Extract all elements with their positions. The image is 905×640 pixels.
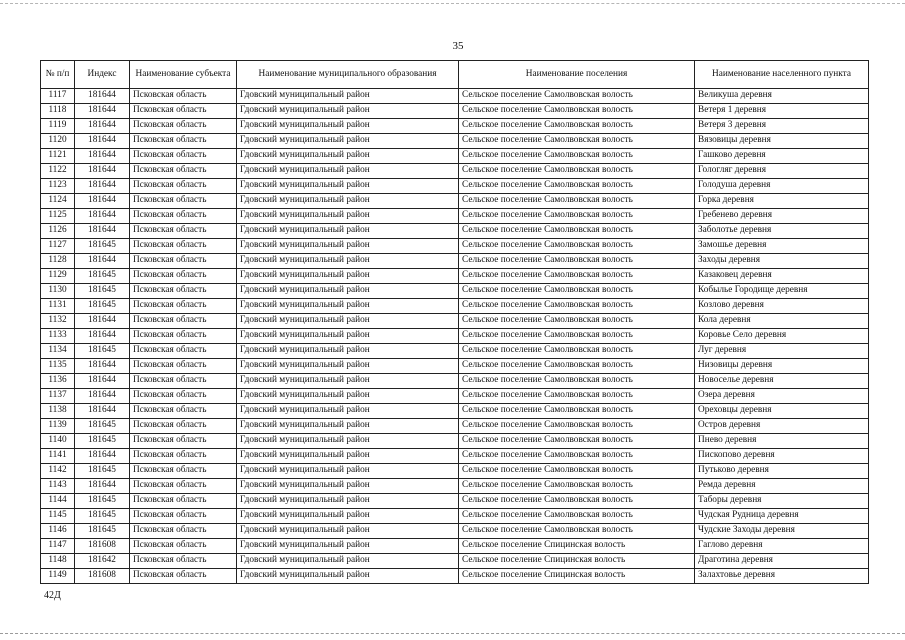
cell-number: 1129 xyxy=(41,269,75,284)
cell-settlement: Сельское поселение Спицинская волость xyxy=(459,569,695,584)
table-row xyxy=(41,524,869,539)
cell-subject: Псковская область xyxy=(130,149,237,164)
header-settlement: Наименование поселения xyxy=(459,61,695,89)
cell-locality: Остров деревня xyxy=(695,419,869,434)
cell-locality: Козлово деревня xyxy=(695,299,869,314)
cell-settlement: Сельское поселение Самолвовская волость xyxy=(459,449,695,464)
cell-locality: Гологляг деревня xyxy=(695,164,869,179)
table-row xyxy=(41,359,869,374)
cell-municipality: Гдовский муниципальный район xyxy=(237,299,459,314)
table-row xyxy=(41,134,869,149)
cell-locality: Кола деревня xyxy=(695,314,869,329)
cell-municipality: Гдовский муниципальный район xyxy=(237,269,459,284)
cell-settlement: Сельское поселение Самолвовская волость xyxy=(459,434,695,449)
cell-index: 181644 xyxy=(75,479,130,494)
cell-settlement: Сельское поселение Самолвовская волость xyxy=(459,344,695,359)
header-number: № п/п xyxy=(41,61,75,89)
cell-index: 181645 xyxy=(75,509,130,524)
table-row xyxy=(41,479,869,494)
cell-index: 181644 xyxy=(75,449,130,464)
cell-index: 181644 xyxy=(75,404,130,419)
cell-settlement: Сельское поселение Самолвовская волость xyxy=(459,254,695,269)
cell-municipality: Гдовский муниципальный район xyxy=(237,89,459,104)
cell-index: 181645 xyxy=(75,239,130,254)
cell-municipality: Гдовский муниципальный район xyxy=(237,284,459,299)
cell-index: 181644 xyxy=(75,209,130,224)
cell-municipality: Гдовский муниципальный район xyxy=(237,449,459,464)
table-row xyxy=(41,434,869,449)
cell-municipality: Гдовский муниципальный район xyxy=(237,134,459,149)
cell-subject: Псковская область xyxy=(130,494,237,509)
cell-subject: Псковская область xyxy=(130,419,237,434)
cell-locality: Ветеря 1 деревня xyxy=(695,104,869,119)
cell-subject: Псковская область xyxy=(130,269,237,284)
cell-number: 1128 xyxy=(41,254,75,269)
header-subject: Наименование субъекта xyxy=(130,61,237,89)
cell-settlement: Сельское поселение Самолвовская волость xyxy=(459,509,695,524)
cell-index: 181644 xyxy=(75,194,130,209)
settlements-table xyxy=(40,60,869,584)
cell-settlement: Сельское поселение Самолвовская волость xyxy=(459,239,695,254)
cell-locality: Казаковец деревня xyxy=(695,269,869,284)
cell-municipality: Гдовский муниципальный район xyxy=(237,554,459,569)
cell-subject: Псковская область xyxy=(130,539,237,554)
cell-subject: Псковская область xyxy=(130,464,237,479)
cell-locality: Заходы деревня xyxy=(695,254,869,269)
cell-municipality: Гдовский муниципальный район xyxy=(237,179,459,194)
cell-municipality: Гдовский муниципальный район xyxy=(237,374,459,389)
cell-subject: Псковская область xyxy=(130,239,237,254)
cell-subject: Псковская область xyxy=(130,104,237,119)
cell-locality: Гаглово деревня xyxy=(695,539,869,554)
table-row xyxy=(41,374,869,389)
table-row xyxy=(41,239,869,254)
cell-settlement: Сельское поселение Самолвовская волость xyxy=(459,164,695,179)
cell-subject: Псковская область xyxy=(130,434,237,449)
cell-subject: Псковская область xyxy=(130,134,237,149)
cell-subject: Псковская область xyxy=(130,509,237,524)
cell-municipality: Гдовский муниципальный район xyxy=(237,464,459,479)
cell-municipality: Гдовский муниципальный район xyxy=(237,194,459,209)
cell-settlement: Сельское поселение Самолвовская волость xyxy=(459,314,695,329)
cell-settlement: Сельское поселение Самолвовская волость xyxy=(459,119,695,134)
scan-edge-bottom xyxy=(0,633,905,634)
cell-municipality: Гдовский муниципальный район xyxy=(237,104,459,119)
cell-settlement: Сельское поселение Самолвовская волость xyxy=(459,404,695,419)
cell-index: 181644 xyxy=(75,374,130,389)
cell-index: 181645 xyxy=(75,524,130,539)
table-row xyxy=(41,494,869,509)
cell-subject: Псковская область xyxy=(130,524,237,539)
cell-index: 181644 xyxy=(75,134,130,149)
cell-locality: Луг деревня xyxy=(695,344,869,359)
cell-municipality: Гдовский муниципальный район xyxy=(237,569,459,584)
cell-number: 1145 xyxy=(41,509,75,524)
cell-index: 181608 xyxy=(75,569,130,584)
table-row xyxy=(41,269,869,284)
cell-settlement: Сельское поселение Самолвовская волость xyxy=(459,104,695,119)
table-row xyxy=(41,554,869,569)
cell-index: 181608 xyxy=(75,539,130,554)
cell-locality: Низовицы деревня xyxy=(695,359,869,374)
cell-settlement: Сельское поселение Самолвовская волость xyxy=(459,299,695,314)
cell-settlement: Сельское поселение Самолвовская волость xyxy=(459,149,695,164)
cell-index: 181645 xyxy=(75,299,130,314)
cell-number: 1119 xyxy=(41,119,75,134)
cell-subject: Псковская область xyxy=(130,554,237,569)
cell-settlement: Сельское поселение Самолвовская волость xyxy=(459,359,695,374)
table-row xyxy=(41,464,869,479)
cell-subject: Псковская область xyxy=(130,449,237,464)
cell-settlement: Сельское поселение Спицинская волость xyxy=(459,554,695,569)
cell-subject: Псковская область xyxy=(130,224,237,239)
cell-locality: Коровье Село деревня xyxy=(695,329,869,344)
cell-subject: Псковская область xyxy=(130,299,237,314)
cell-settlement: Сельское поселение Самолвовская волость xyxy=(459,389,695,404)
cell-number: 1127 xyxy=(41,239,75,254)
cell-locality: Ветеря 3 деревня xyxy=(695,119,869,134)
table-row xyxy=(41,389,869,404)
cell-number: 1135 xyxy=(41,359,75,374)
cell-number: 1141 xyxy=(41,449,75,464)
table-header-row xyxy=(41,61,869,89)
table-row xyxy=(41,104,869,119)
cell-index: 181644 xyxy=(75,329,130,344)
cell-index: 181644 xyxy=(75,359,130,374)
table-row xyxy=(41,89,869,104)
scan-edge-top xyxy=(0,3,905,4)
cell-settlement: Сельское поселение Самолвовская волость xyxy=(459,524,695,539)
cell-settlement: Сельское поселение Самолвовская волость xyxy=(459,419,695,434)
cell-municipality: Гдовский муниципальный район xyxy=(237,404,459,419)
cell-index: 181645 xyxy=(75,269,130,284)
header-locality: Наименование населенного пункта xyxy=(695,61,869,89)
cell-index: 181644 xyxy=(75,164,130,179)
cell-locality: Чудские Заходы деревня xyxy=(695,524,869,539)
cell-subject: Псковская область xyxy=(130,344,237,359)
table-row xyxy=(41,449,869,464)
cell-subject: Псковская область xyxy=(130,284,237,299)
cell-locality: Новоселье деревня xyxy=(695,374,869,389)
cell-number: 1142 xyxy=(41,464,75,479)
cell-municipality: Гдовский муниципальный район xyxy=(237,164,459,179)
cell-subject: Псковская область xyxy=(130,179,237,194)
cell-settlement: Сельское поселение Самолвовская волость xyxy=(459,329,695,344)
cell-locality: Кобылье Городище деревня xyxy=(695,284,869,299)
cell-locality: Гашково деревня xyxy=(695,149,869,164)
cell-number: 1118 xyxy=(41,104,75,119)
cell-subject: Псковская область xyxy=(130,329,237,344)
cell-settlement: Сельское поселение Самолвовская волость xyxy=(459,179,695,194)
cell-subject: Псковская область xyxy=(130,569,237,584)
cell-number: 1134 xyxy=(41,344,75,359)
table-row xyxy=(41,539,869,554)
cell-locality: Ремда деревня xyxy=(695,479,869,494)
cell-locality: Гребенево деревня xyxy=(695,209,869,224)
cell-locality: Драготина деревня xyxy=(695,554,869,569)
cell-subject: Псковская область xyxy=(130,254,237,269)
cell-settlement: Сельское поселение Самолвовская волость xyxy=(459,494,695,509)
cell-index: 181644 xyxy=(75,104,130,119)
cell-locality: Ореховцы деревня xyxy=(695,404,869,419)
table-row xyxy=(41,314,869,329)
cell-locality: Таборы деревня xyxy=(695,494,869,509)
cell-index: 181644 xyxy=(75,179,130,194)
cell-subject: Псковская область xyxy=(130,314,237,329)
table-row xyxy=(41,344,869,359)
cell-settlement: Сельское поселение Самолвовская волость xyxy=(459,464,695,479)
cell-index: 181645 xyxy=(75,284,130,299)
cell-index: 181642 xyxy=(75,554,130,569)
cell-municipality: Гдовский муниципальный район xyxy=(237,254,459,269)
cell-number: 1140 xyxy=(41,434,75,449)
cell-subject: Псковская область xyxy=(130,119,237,134)
cell-municipality: Гдовский муниципальный район xyxy=(237,509,459,524)
cell-number: 1143 xyxy=(41,479,75,494)
cell-locality: Голодуша деревня xyxy=(695,179,869,194)
cell-locality: Чудская Рудница деревня xyxy=(695,509,869,524)
cell-subject: Псковская область xyxy=(130,209,237,224)
cell-number: 1137 xyxy=(41,389,75,404)
table-row xyxy=(41,329,869,344)
cell-number: 1123 xyxy=(41,179,75,194)
cell-index: 181645 xyxy=(75,434,130,449)
cell-locality: Горка деревня xyxy=(695,194,869,209)
cell-number: 1147 xyxy=(41,539,75,554)
cell-municipality: Гдовский муниципальный район xyxy=(237,359,459,374)
cell-subject: Псковская область xyxy=(130,89,237,104)
table-row xyxy=(41,299,869,314)
table-row xyxy=(41,224,869,239)
cell-index: 181645 xyxy=(75,494,130,509)
cell-settlement: Сельское поселение Самолвовская волость xyxy=(459,269,695,284)
document-code: 42Д xyxy=(44,590,61,601)
table-row xyxy=(41,149,869,164)
cell-settlement: Сельское поселение Самолвовская волость xyxy=(459,194,695,209)
cell-locality: Замошье деревня xyxy=(695,239,869,254)
cell-locality: Пископово деревня xyxy=(695,449,869,464)
table-row xyxy=(41,254,869,269)
cell-municipality: Гдовский муниципальный район xyxy=(237,479,459,494)
cell-municipality: Гдовский муниципальный район xyxy=(237,494,459,509)
cell-index: 181644 xyxy=(75,314,130,329)
cell-subject: Псковская область xyxy=(130,194,237,209)
cell-number: 1124 xyxy=(41,194,75,209)
cell-municipality: Гдовский муниципальный район xyxy=(237,209,459,224)
cell-municipality: Гдовский муниципальный район xyxy=(237,239,459,254)
cell-municipality: Гдовский муниципальный район xyxy=(237,524,459,539)
cell-number: 1130 xyxy=(41,284,75,299)
cell-settlement: Сельское поселение Самолвовская волость xyxy=(459,284,695,299)
cell-number: 1122 xyxy=(41,164,75,179)
table-row xyxy=(41,284,869,299)
cell-settlement: Сельское поселение Самолвовская волость xyxy=(459,134,695,149)
cell-municipality: Гдовский муниципальный район xyxy=(237,389,459,404)
cell-number: 1146 xyxy=(41,524,75,539)
cell-settlement: Сельское поселение Самолвовская волость xyxy=(459,374,695,389)
cell-subject: Псковская область xyxy=(130,374,237,389)
cell-municipality: Гдовский муниципальный район xyxy=(237,329,459,344)
cell-municipality: Гдовский муниципальный район xyxy=(237,314,459,329)
cell-settlement: Сельское поселение Самолвовская волость xyxy=(459,224,695,239)
cell-subject: Псковская область xyxy=(130,479,237,494)
table-row xyxy=(41,569,869,584)
cell-locality: Пнево деревня xyxy=(695,434,869,449)
cell-number: 1117 xyxy=(41,89,75,104)
table-row xyxy=(41,419,869,434)
cell-municipality: Гдовский муниципальный район xyxy=(237,419,459,434)
table-row xyxy=(41,179,869,194)
cell-number: 1148 xyxy=(41,554,75,569)
cell-locality: Озера деревня xyxy=(695,389,869,404)
cell-subject: Псковская область xyxy=(130,164,237,179)
cell-number: 1121 xyxy=(41,149,75,164)
cell-locality: Заболотье деревня xyxy=(695,224,869,239)
cell-settlement: Сельское поселение Самолвовская волость xyxy=(459,479,695,494)
cell-locality: Залахтовье деревня xyxy=(695,569,869,584)
cell-settlement: Сельское поселение Самолвовская волость xyxy=(459,209,695,224)
header-index: Индекс xyxy=(75,61,130,89)
table-row xyxy=(41,404,869,419)
cell-number: 1133 xyxy=(41,329,75,344)
table-body xyxy=(41,89,869,584)
table-row xyxy=(41,164,869,179)
cell-index: 181645 xyxy=(75,344,130,359)
cell-number: 1144 xyxy=(41,494,75,509)
cell-index: 181644 xyxy=(75,224,130,239)
cell-subject: Псковская область xyxy=(130,389,237,404)
cell-number: 1126 xyxy=(41,224,75,239)
cell-index: 181644 xyxy=(75,149,130,164)
cell-municipality: Гдовский муниципальный район xyxy=(237,539,459,554)
cell-index: 181645 xyxy=(75,419,130,434)
page-number: 35 xyxy=(452,40,464,52)
cell-number: 1139 xyxy=(41,419,75,434)
cell-municipality: Гдовский муниципальный район xyxy=(237,434,459,449)
cell-index: 181644 xyxy=(75,254,130,269)
table-row xyxy=(41,509,869,524)
cell-locality: Путьково деревня xyxy=(695,464,869,479)
table-row xyxy=(41,119,869,134)
cell-number: 1138 xyxy=(41,404,75,419)
cell-number: 1125 xyxy=(41,209,75,224)
table-row xyxy=(41,209,869,224)
cell-locality: Великуша деревня xyxy=(695,89,869,104)
cell-index: 181645 xyxy=(75,464,130,479)
cell-index: 181644 xyxy=(75,119,130,134)
cell-settlement: Сельское поселение Спицинская волость xyxy=(459,539,695,554)
cell-index: 181644 xyxy=(75,89,130,104)
cell-municipality: Гдовский муниципальный район xyxy=(237,224,459,239)
cell-number: 1132 xyxy=(41,314,75,329)
table-row xyxy=(41,194,869,209)
cell-number: 1136 xyxy=(41,374,75,389)
cell-subject: Псковская область xyxy=(130,359,237,374)
cell-number: 1131 xyxy=(41,299,75,314)
header-municipality: Наименование муниципального образования xyxy=(237,61,459,89)
cell-subject: Псковская область xyxy=(130,404,237,419)
cell-municipality: Гдовский муниципальный район xyxy=(237,344,459,359)
cell-municipality: Гдовский муниципальный район xyxy=(237,149,459,164)
cell-municipality: Гдовский муниципальный район xyxy=(237,119,459,134)
cell-number: 1120 xyxy=(41,134,75,149)
cell-index: 181644 xyxy=(75,389,130,404)
cell-number: 1149 xyxy=(41,569,75,584)
cell-locality: Вязовицы деревня xyxy=(695,134,869,149)
cell-settlement: Сельское поселение Самолвовская волость xyxy=(459,89,695,104)
